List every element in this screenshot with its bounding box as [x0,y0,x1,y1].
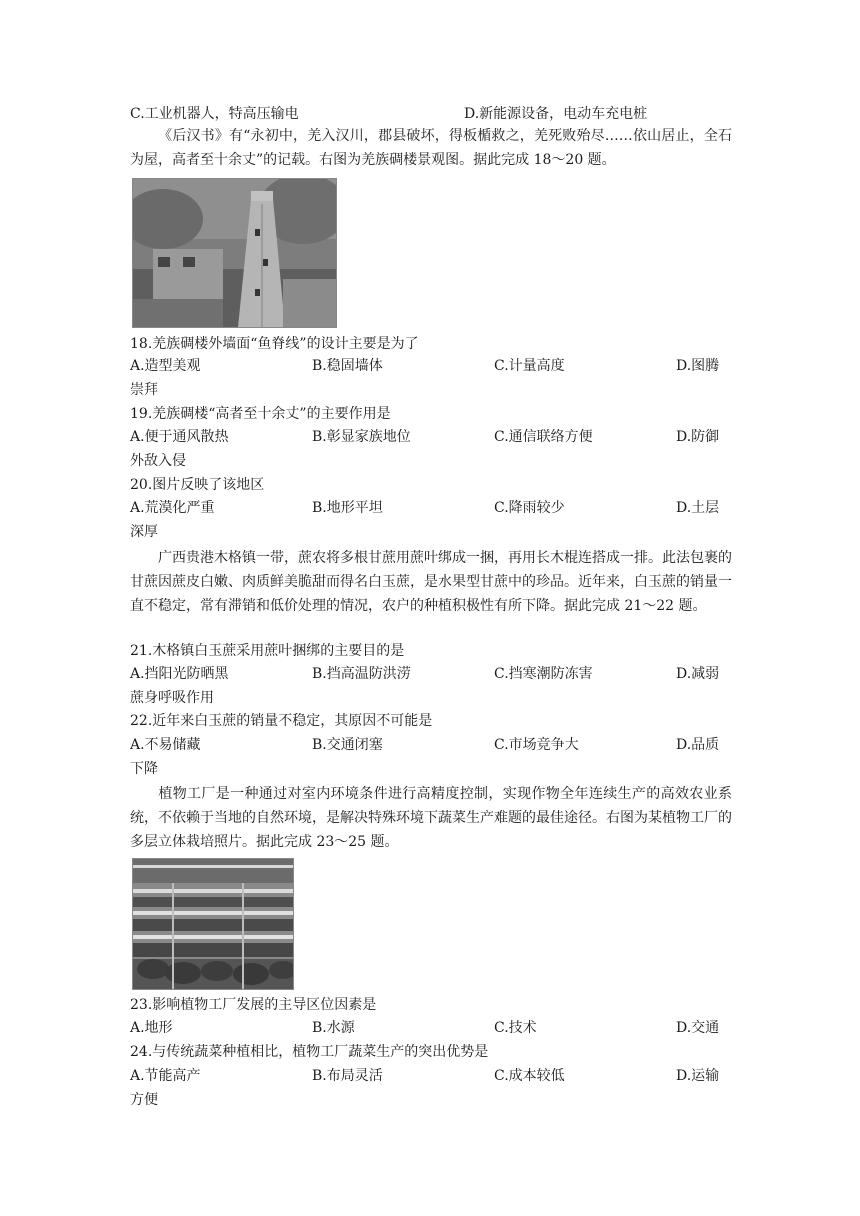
plant-factory-photo [132,858,294,990]
question-19-options [130,427,770,447]
option-d: D.防御 [676,429,720,445]
question-20-options [130,498,770,518]
option-d-continued: 蔗身呼吸作用 [130,690,214,706]
question-19-stem: 19.羌族碉楼“高者至十余丈”的主要作用是 [130,406,391,422]
question-21-stem: 21.木格镇白玉蔗采用蔗叶捆绑的主要目的是 [130,643,405,659]
option-a: A.便于通风散热 [130,429,229,445]
question-20-stem: 20.图片反映了该地区 [130,477,265,493]
passage-text: 植物工厂是一种通过对室内环境条件进行高精度控制，实现作物全年连续生产的高效农业系统，不依赖于当地的自然环境，是解决特殊环境下蔬菜生产难题的最佳途径。右图为某植物工厂的多层立体栽培照片。据此完成 23～25 题。 [130,786,732,850]
option-c: C.挡寒潮防冻害 [494,666,593,682]
option-a: A.荒漠化严重 [130,500,215,516]
question-23-stem: 23.影响植物工厂发展的主导区位因素是 [130,997,377,1013]
option-c: C.成本较低 [494,1068,565,1084]
passage-text: 广西贵港木格镇一带，蔗农将多根甘蔗用蔗叶绑成一捆，再用长木棍连搭成一排。此法包裹的甘蔗因蔗皮白嫩、肉质鲜美脆甜而得名白玉蔗，是水果型甘蔗中的珍品。近年来，白玉蔗的销量一直不稳定，常有滞销和低价处理的情况，农户的种植积极性有所下降。据此完成 21～22 题。 [130,550,732,614]
options-previous-question [130,104,770,124]
question-24-stem: 24.与传统蔬菜种植相比，植物工厂蔬菜生产的突出优势是 [130,1044,489,1060]
option-b: B.布局灵活 [312,1068,383,1084]
option-c: C.工业机器人，特高压输电 [130,106,299,122]
option-d: D.新能源设备，电动车充电桩 [464,106,648,122]
option-d-continued: 下降 [130,761,158,777]
option-a: A.地形 [130,1020,173,1036]
passage-text: 《后汉书》有“永初中，羌入汉川，郡县破坏，得板楯救之，羌死败殆尽……依山居止，全石为屋，高者至十余丈”的记载。右图为羌族碉楼景观图。据此完成 18～20 题。 [130,128,732,168]
option-d: D.图腾 [676,358,720,374]
passage-plant-factory [130,782,732,854]
option-d: D.运输 [676,1068,720,1084]
option-c: C.计量高度 [494,358,565,374]
question-22-options [130,735,770,755]
option-d-continued: 方便 [130,1092,158,1108]
question-21-options [130,664,770,684]
option-d-continued: 深厚 [130,524,158,540]
option-d: D.减弱 [676,666,720,682]
passage-qiang-towers [130,124,732,172]
option-c: C.市场竞争大 [494,737,579,753]
option-a: A.不易储藏 [130,737,201,753]
option-c: C.降雨较少 [494,500,565,516]
option-d: D.品质 [676,737,720,753]
qiang-watchtower-photo [132,178,337,328]
question-18-options [130,356,770,376]
option-b: B.彰显家族地位 [312,429,411,445]
option-b: B.稳固墙体 [312,358,383,374]
option-c: C.技术 [494,1020,537,1036]
option-c: C.通信联络方便 [494,429,593,445]
question-24-options [130,1066,770,1086]
option-a: A.节能高产 [130,1068,201,1084]
option-d-continued: 外敌入侵 [130,453,186,469]
question-22-stem: 22.近年来白玉蔗的销量不稳定，其原因不可能是 [130,713,433,729]
option-b: B.交通闭塞 [312,737,383,753]
passage-white-jade-sugarcane [130,546,732,618]
option-d: D.交通 [676,1020,720,1036]
option-a: A.挡阳光防晒黑 [130,666,229,682]
option-b: B.挡高温防洪涝 [312,666,411,682]
question-18-stem: 18.羌族碉楼外墙面“鱼脊线”的设计主要是为了 [130,336,419,352]
option-d: D.土层 [676,500,720,516]
question-23-options [130,1018,770,1038]
option-a: A.造型美观 [130,358,201,374]
option-b: B.水源 [312,1020,355,1036]
option-b: B.地形平坦 [312,500,383,516]
option-d-continued: 崇拜 [130,382,158,398]
